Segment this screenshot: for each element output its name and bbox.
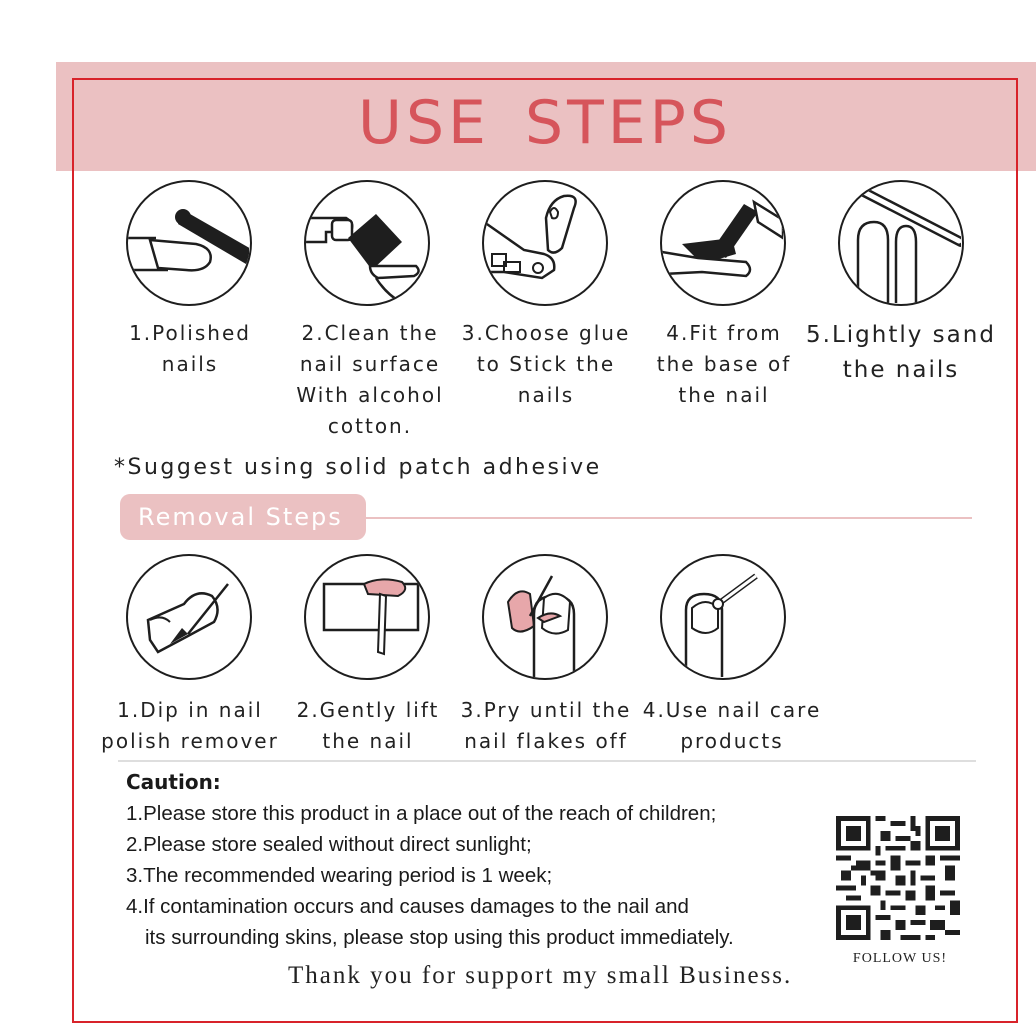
removal-step-1-label: 1.Dip in nail polish remover (101, 698, 279, 753)
removal-step-3-label: 3.Pry until the nail flakes off (460, 698, 632, 753)
removal-step-4-label: 4.Use nail care products (642, 698, 822, 753)
caution-line-4: 4.If contamination occurs and causes damages to the nail and (126, 895, 689, 918)
removal-step-2-label: 2.Gently lift the nail (296, 698, 440, 753)
qr-code-icon[interactable] (836, 816, 960, 940)
nail-care-icon (660, 554, 786, 680)
caution-title: Caution: (126, 770, 221, 794)
caution-line-5: its surrounding skins, please stop using this product immediately. (145, 926, 734, 949)
pry-nail-icon (482, 554, 608, 680)
adhesive-note: *Suggest using solid patch adhesive (114, 455, 602, 480)
lift-nail-icon (304, 554, 430, 680)
nail-file-icon (838, 180, 964, 306)
page-title: USE STEPS (358, 88, 732, 158)
caution-divider (118, 760, 976, 762)
use-step-3-label: 3.Choose glue to Stick the nails (461, 321, 631, 407)
polishing-file-icon (126, 180, 252, 306)
use-step-2-label: 2.Clean the nail surface With alcohol cotton. (296, 321, 444, 438)
glue-icon (482, 180, 608, 306)
thank-you-message: Thank you for support my small Business. (288, 962, 793, 989)
caution-line-2: 2.Please store sealed without direct sunlight; (126, 833, 532, 856)
press-nail-icon (660, 180, 786, 306)
use-step-1-label: 1.Polished nails (129, 321, 251, 376)
caution-line-3: 3.The recommended wearing period is 1 week; (126, 864, 553, 887)
use-step-5-label: 5.Lightly sand the nails (806, 322, 996, 383)
removal-steps-heading: Removal Steps (120, 494, 366, 540)
alcohol-cotton-icon (304, 180, 430, 306)
follow-us-label: FOLLOW US! (852, 951, 948, 966)
caution-line-1: 1.Please store this product in a place out of the reach of children; (126, 802, 717, 825)
dip-brush-icon (126, 554, 252, 680)
use-step-4-label: 4.Fit from the base of the nail (656, 321, 792, 407)
removal-divider (366, 517, 972, 519)
